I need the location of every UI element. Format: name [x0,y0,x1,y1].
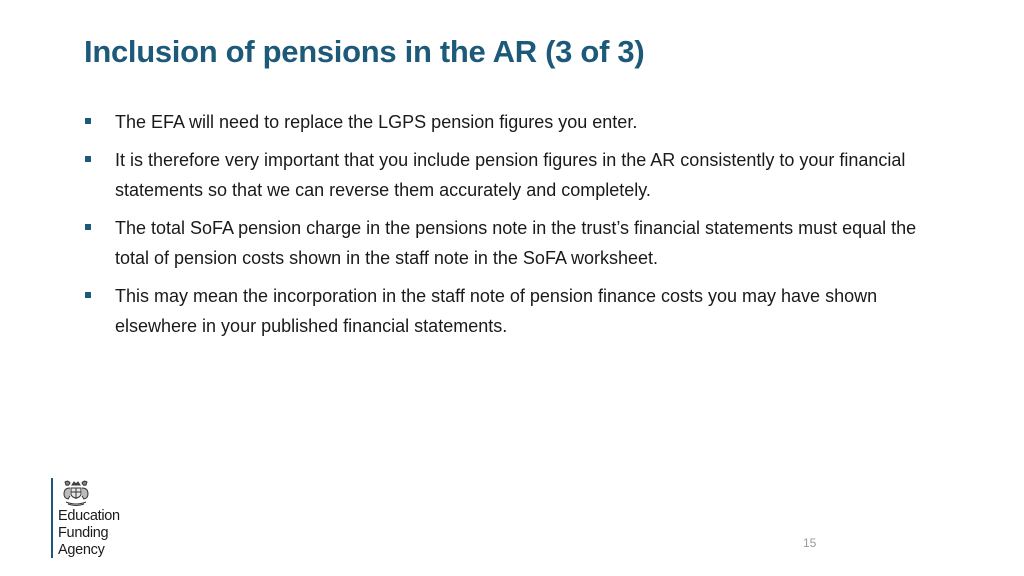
square-bullet-icon [85,118,91,124]
agency-logo [51,478,120,558]
bullet-item [84,107,944,137]
square-bullet-icon [85,156,91,162]
bullet-list [84,107,944,349]
royal-coat-of-arms-icon [60,479,92,507]
logo-text [58,508,120,559]
square-bullet-icon [85,224,91,230]
logo-line: Education [58,508,120,524]
bullet-item [84,213,944,273]
bullet-text: This may mean the incorporation in the staff note of pension finance costs you may have shown elsewhere in your published financial statements. [115,286,878,336]
bullet-text: It is therefore very important that you include pension figures in the AR consistently to your financial statements so that we can reverse them accurately and completely. [115,150,906,200]
bullet-text: The EFA will need to replace the LGPS pension figures you enter. [115,112,638,132]
logo-line: Agency [58,542,105,558]
slide-title: Inclusion of pensions in the AR (3 of 3) [84,34,645,69]
bullet-item [84,281,944,341]
page-number: 15 [803,536,817,550]
bullet-text: The total SoFA pension charge in the pensions note in the trust’s financial statements must equal the total of pension costs shown in the staff note in the SoFA worksheet. [115,218,917,268]
bullet-item [84,145,944,205]
logo-line: Funding [58,525,109,541]
square-bullet-icon [85,292,91,298]
